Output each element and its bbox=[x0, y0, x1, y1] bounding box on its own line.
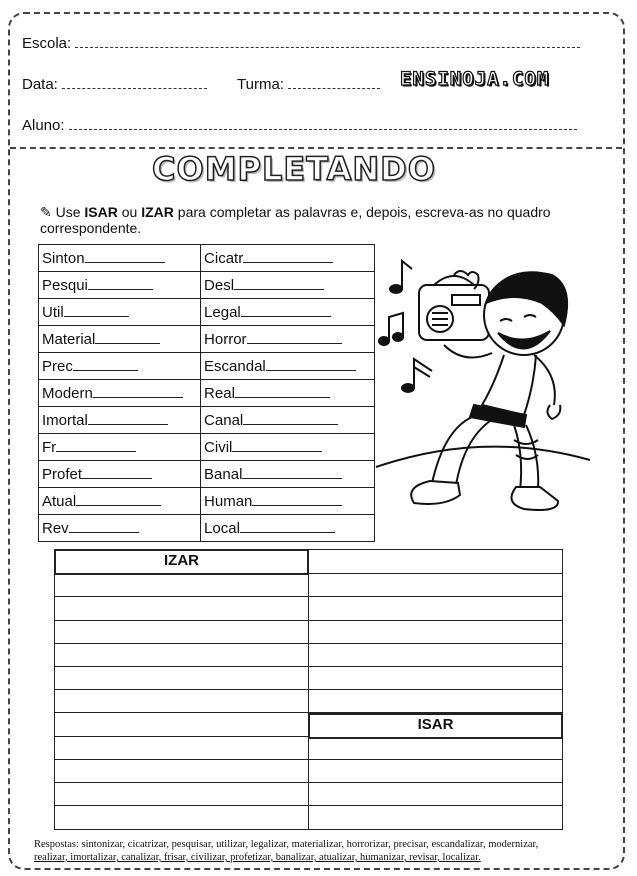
word-stem: Imortal bbox=[42, 411, 88, 429]
fill-blank-line[interactable] bbox=[69, 522, 139, 533]
word-stem: Local bbox=[204, 519, 240, 537]
turma-line[interactable] bbox=[288, 74, 380, 89]
word-stem: Util bbox=[42, 303, 64, 321]
fill-blank-line[interactable] bbox=[95, 333, 160, 344]
isar-header: ISAR bbox=[308, 713, 563, 739]
brand-logo: ENSINOJA.COM bbox=[400, 68, 550, 90]
fill-blank-line[interactable] bbox=[56, 441, 136, 452]
data-label: Data: bbox=[22, 76, 58, 93]
fill-blank-line[interactable] bbox=[240, 522, 335, 533]
izar-header: IZAR bbox=[54, 549, 309, 575]
word-cell-right[interactable] bbox=[201, 407, 375, 434]
answers-line-1: sintonizar, cicatrizar, pesquisar, utilizar, legalizar, materializar, horrorizar, precisar, escandalizar, modernizar, bbox=[81, 839, 539, 850]
data-field[interactable] bbox=[22, 74, 207, 93]
word-cell-left[interactable] bbox=[39, 299, 201, 326]
fill-blank-line[interactable] bbox=[64, 306, 129, 317]
word-row bbox=[39, 434, 375, 461]
word-cell-right[interactable] bbox=[201, 434, 375, 461]
word-row bbox=[39, 299, 375, 326]
word-row bbox=[39, 380, 375, 407]
aluno-line[interactable] bbox=[69, 115, 577, 130]
word-cell-right[interactable] bbox=[201, 272, 375, 299]
word-cell-left[interactable] bbox=[39, 353, 201, 380]
instruction-isar: ISAR bbox=[84, 204, 118, 220]
instruction-izar: IZAR bbox=[141, 204, 174, 220]
instruction-part-1: Use bbox=[55, 204, 85, 220]
word-stem: Prec bbox=[42, 357, 73, 375]
fill-blank-line[interactable] bbox=[241, 306, 331, 317]
word-stem: Pesqui bbox=[42, 276, 88, 294]
word-row bbox=[39, 515, 375, 542]
aluno-field[interactable] bbox=[22, 115, 577, 134]
word-row bbox=[39, 407, 375, 434]
fill-blank-line[interactable] bbox=[243, 414, 338, 425]
word-cell-right[interactable] bbox=[201, 245, 375, 272]
page-title: COMPLETANDO bbox=[152, 150, 436, 188]
word-cell-left[interactable] bbox=[39, 515, 201, 542]
fill-blank-line[interactable] bbox=[76, 495, 161, 506]
word-stem: Civil bbox=[204, 438, 233, 456]
word-cell-left[interactable] bbox=[39, 380, 201, 407]
word-stem: Real bbox=[204, 384, 235, 402]
word-stem: Rev bbox=[42, 519, 69, 537]
answers-line-2: realizar, imortalizar, canalizar, frisar, civilizar, profetizar, banalizar, atualizar, humanizar, revisar, localizar. bbox=[34, 852, 481, 863]
word-row bbox=[39, 272, 375, 299]
fill-blank-line[interactable] bbox=[232, 441, 322, 452]
word-stem: Sinton bbox=[42, 249, 85, 267]
word-cell-left[interactable] bbox=[39, 434, 201, 461]
word-row bbox=[39, 461, 375, 488]
word-cell-left[interactable] bbox=[39, 488, 201, 515]
data-line[interactable] bbox=[62, 74, 207, 89]
word-row bbox=[39, 488, 375, 515]
answers bbox=[34, 838, 604, 864]
turma-label: Turma: bbox=[237, 76, 284, 93]
word-row bbox=[39, 326, 375, 353]
answers-label: Respostas: bbox=[34, 839, 79, 850]
word-row bbox=[39, 245, 375, 272]
fill-blank-line[interactable] bbox=[243, 252, 333, 263]
answer-grid bbox=[54, 549, 563, 830]
word-cell-right[interactable] bbox=[201, 515, 375, 542]
word-cell-right[interactable] bbox=[201, 488, 375, 515]
word-stem: Profet bbox=[42, 465, 83, 483]
fill-blank-line[interactable] bbox=[88, 414, 168, 425]
instruction-part-5: para completar as palavras e, depois, escreva-as no quadro correspondente. bbox=[40, 204, 551, 236]
word-cell-left[interactable] bbox=[39, 272, 201, 299]
fill-blank-line[interactable] bbox=[93, 387, 183, 398]
fill-blank-line[interactable] bbox=[234, 279, 324, 290]
fill-blank-line[interactable] bbox=[85, 252, 165, 263]
fill-blank-line[interactable] bbox=[73, 360, 138, 371]
word-stem: Horror bbox=[204, 330, 247, 348]
word-stem: Banal bbox=[204, 465, 243, 483]
boy-with-radio-illustration bbox=[374, 255, 594, 525]
word-stem: Canal bbox=[204, 411, 244, 429]
word-cell-left[interactable] bbox=[39, 245, 201, 272]
word-stem: Cicatr bbox=[204, 249, 244, 267]
word-stem: Desl bbox=[204, 276, 235, 294]
word-cell-right[interactable] bbox=[201, 461, 375, 488]
word-row bbox=[39, 353, 375, 380]
word-cell-right[interactable] bbox=[201, 380, 375, 407]
fill-blank-line[interactable] bbox=[252, 495, 342, 506]
turma-field[interactable] bbox=[237, 74, 380, 93]
instruction bbox=[40, 204, 600, 236]
escola-line[interactable] bbox=[75, 33, 580, 48]
word-cell-left[interactable] bbox=[39, 326, 201, 353]
word-stem: Atual bbox=[42, 492, 77, 510]
word-cell-left[interactable] bbox=[39, 407, 201, 434]
pencil-icon: ✎ bbox=[40, 204, 52, 220]
header-separator bbox=[10, 147, 622, 149]
fill-blank-line[interactable] bbox=[235, 387, 330, 398]
escola-field[interactable] bbox=[22, 33, 580, 52]
word-stem: Modern bbox=[42, 384, 93, 402]
grid-divider bbox=[308, 550, 309, 829]
word-cell-right[interactable] bbox=[201, 326, 375, 353]
word-stem: Material bbox=[42, 330, 96, 348]
fill-blank-line[interactable] bbox=[82, 468, 152, 479]
word-stem: Human bbox=[204, 492, 253, 510]
word-stem: Escandal bbox=[204, 357, 266, 375]
word-cell-left[interactable] bbox=[39, 461, 201, 488]
escola-label: Escola: bbox=[22, 35, 72, 52]
word-table bbox=[38, 244, 375, 542]
instruction-part-3: ou bbox=[117, 204, 142, 220]
fill-blank-line[interactable] bbox=[242, 468, 342, 479]
word-cell-right[interactable] bbox=[201, 353, 375, 380]
fill-blank-line[interactable] bbox=[266, 360, 356, 371]
word-stem: Fr bbox=[42, 438, 57, 456]
aluno-label: Aluno: bbox=[22, 117, 65, 134]
fill-blank-line[interactable] bbox=[247, 333, 342, 344]
word-stem: Legal bbox=[204, 303, 241, 321]
word-cell-right[interactable] bbox=[201, 299, 375, 326]
fill-blank-line[interactable] bbox=[88, 279, 153, 290]
